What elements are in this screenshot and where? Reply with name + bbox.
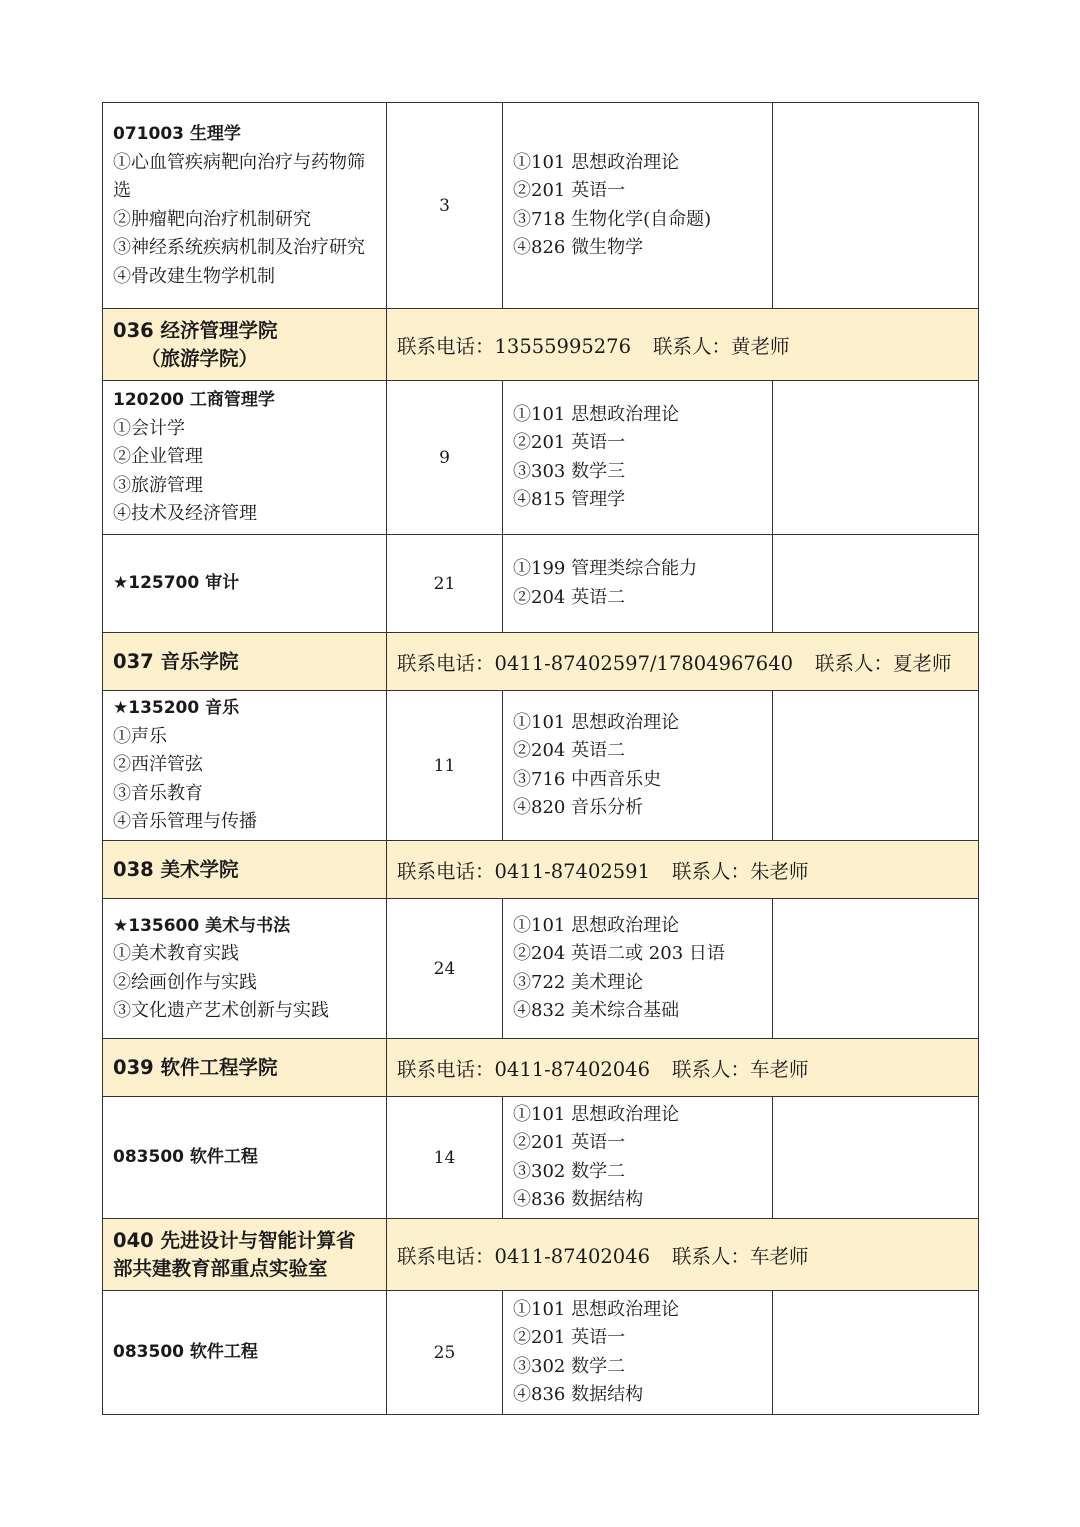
department-name: 036 经济管理学院 — [113, 318, 278, 342]
department-name: （旅游学院） — [141, 346, 259, 370]
research-direction: ④音乐管理与传播 — [113, 811, 257, 833]
exam-subject: ④826 微生物学 — [513, 237, 644, 258]
exam-subject: ①101 思想政治理论 — [513, 403, 680, 425]
phone-number: 0411-87402046 — [494, 1244, 650, 1268]
phone-number: 0411-87402597/17804967640 — [494, 651, 794, 675]
exam-subject: ①101 思想政治理论 — [513, 1103, 680, 1125]
exam-subject: ①101 思想政治理论 — [513, 1298, 680, 1320]
program-cell — [103, 535, 387, 633]
enrollment-count: 3 — [387, 103, 503, 309]
program-code: 083500 软件工程 — [113, 1342, 258, 1363]
exam-subject: ②201 英语一 — [513, 180, 626, 201]
contact-person: 夏老师 — [893, 651, 952, 675]
contact-person: 黄老师 — [731, 334, 790, 358]
research-direction: ①美术教育实践 — [113, 943, 239, 964]
department-row — [103, 1039, 979, 1097]
department-row — [103, 841, 979, 899]
department-contact — [387, 633, 979, 691]
department-row — [103, 633, 979, 691]
phone-label: 联系电话： — [397, 651, 495, 675]
program-code: ★135600 美术与书法 — [113, 915, 291, 936]
research-direction: ①心血管疾病靶向治疗与药物筛选 — [113, 151, 365, 201]
notes-cell — [773, 1097, 979, 1219]
enrollment-count: 21 — [387, 535, 503, 633]
department-name-cell — [103, 841, 387, 899]
exam-subject: ②201 英语一 — [513, 1327, 626, 1348]
exam-subject: ③722 美术理论 — [513, 971, 644, 993]
admissions-table-body — [103, 103, 979, 1415]
exam-subject: ②204 英语二 — [513, 740, 626, 761]
exam-subject: ④836 数据结构 — [513, 1189, 644, 1210]
contact-person-label: 联系人： — [671, 859, 750, 883]
enrollment-count: 25 — [387, 1291, 503, 1415]
research-direction: ②绘画创作与实践 — [113, 971, 257, 993]
department-name: 038 美术学院 — [113, 857, 239, 881]
exam-subject: ②201 英语一 — [513, 1132, 626, 1153]
program-cell — [103, 381, 387, 535]
program-code: 071003 生理学 — [113, 124, 241, 144]
exam-subject: ①101 思想政治理论 — [513, 711, 680, 733]
program-row — [103, 691, 979, 841]
research-direction: ③旅游管理 — [113, 474, 203, 496]
contact-person-label: 联系人： — [653, 334, 732, 358]
program-row — [103, 103, 979, 309]
enrollment-count: 14 — [387, 1097, 503, 1219]
program-code: 120200 工商管理学 — [113, 390, 275, 411]
notes-cell — [773, 381, 979, 535]
exam-subject: ③303 数学三 — [513, 460, 626, 482]
program-code: ★135200 音乐 — [113, 698, 240, 719]
research-direction: ③神经系统疾病机制及治疗研究 — [113, 237, 365, 258]
department-name: 040 先进设计与智能计算省 — [113, 1228, 356, 1252]
program-cell — [103, 1291, 387, 1415]
exam-subject: ④815 管理学 — [513, 489, 626, 510]
phone-label: 联系电话： — [397, 1244, 495, 1268]
program-code: ★125700 审计 — [113, 573, 240, 594]
department-contact — [387, 841, 979, 899]
research-direction: ②西洋管弦 — [113, 754, 203, 776]
exam-subject: ④820 音乐分析 — [513, 797, 644, 818]
phone-label: 联系电话： — [397, 1057, 495, 1081]
phone-label: 联系电话： — [397, 334, 495, 358]
notes-cell — [773, 1291, 979, 1415]
exam-subject: ①199 管理类综合能力 — [513, 558, 698, 579]
department-name: 039 软件工程学院 — [113, 1055, 278, 1079]
exam-subjects-cell — [503, 899, 773, 1039]
department-name-cell — [103, 633, 387, 691]
exam-subject: ①101 思想政治理论 — [513, 151, 680, 173]
department-name-cell — [103, 309, 387, 381]
phone-number: 0411-87402591 — [494, 859, 650, 883]
enrollment-count: 9 — [387, 381, 503, 535]
exam-subjects-cell — [503, 691, 773, 841]
department-name-cell — [103, 1219, 387, 1291]
exam-subject: ④832 美术综合基础 — [513, 1000, 680, 1021]
research-direction: ①声乐 — [113, 725, 167, 747]
exam-subjects-cell — [503, 103, 773, 309]
exam-subject: ③302 数学二 — [513, 1355, 626, 1377]
program-row — [103, 1097, 979, 1219]
program-row — [103, 381, 979, 535]
research-direction: ①会计学 — [113, 417, 185, 439]
exam-subjects-cell — [503, 1291, 773, 1415]
program-cell — [103, 103, 387, 309]
department-name: 部共建教育部重点实验室 — [113, 1256, 328, 1280]
department-name-cell — [103, 1039, 387, 1097]
program-cell — [103, 1097, 387, 1219]
contact-person-label: 联系人： — [671, 1057, 750, 1081]
research-direction: ④技术及经济管理 — [113, 503, 257, 525]
exam-subject: ②204 英语二 — [513, 586, 626, 608]
program-row — [103, 1291, 979, 1415]
contact-person: 车老师 — [750, 1244, 809, 1268]
notes-cell — [773, 691, 979, 841]
exam-subject: ②201 英语一 — [513, 432, 626, 453]
exam-subject: ①101 思想政治理论 — [513, 914, 680, 936]
enrollment-count: 11 — [387, 691, 503, 841]
program-code: 083500 软件工程 — [113, 1147, 258, 1168]
contact-person: 车老师 — [750, 1057, 809, 1081]
program-cell — [103, 691, 387, 841]
exam-subject: ②204 英语二或 203 日语 — [513, 943, 725, 964]
program-row — [103, 899, 979, 1039]
exam-subject: ③718 生物化学(自命题) — [513, 208, 712, 230]
exam-subject: ③302 数学二 — [513, 1160, 626, 1182]
exam-subjects-cell — [503, 535, 773, 633]
exam-subjects-cell — [503, 1097, 773, 1219]
department-contact — [387, 1219, 979, 1291]
department-row — [103, 1219, 979, 1291]
contact-person: 朱老师 — [750, 859, 809, 883]
exam-subject: ③716 中西音乐史 — [513, 768, 662, 790]
exam-subjects-cell — [503, 381, 773, 535]
phone-number: 0411-87402046 — [494, 1057, 650, 1081]
research-direction: ②肿瘤靶向治疗机制研究 — [113, 208, 311, 230]
phone-number: 13555995276 — [494, 334, 631, 358]
program-cell — [103, 899, 387, 1039]
department-row — [103, 309, 979, 381]
research-direction: ④骨改建生物学机制 — [113, 265, 275, 287]
phone-label: 联系电话： — [397, 859, 495, 883]
department-contact — [387, 309, 979, 381]
contact-person-label: 联系人： — [815, 651, 894, 675]
contact-person-label: 联系人： — [671, 1244, 750, 1268]
research-direction: ③音乐教育 — [113, 782, 203, 804]
notes-cell — [773, 535, 979, 633]
exam-subject: ④836 数据结构 — [513, 1384, 644, 1405]
notes-cell — [773, 103, 979, 309]
department-contact — [387, 1039, 979, 1097]
admissions-table — [102, 102, 979, 1415]
research-direction: ③文化遗产艺术创新与实践 — [113, 1000, 329, 1021]
research-direction: ②企业管理 — [113, 446, 203, 468]
program-row — [103, 535, 979, 633]
department-name: 037 音乐学院 — [113, 649, 239, 673]
enrollment-count: 24 — [387, 899, 503, 1039]
notes-cell — [773, 899, 979, 1039]
